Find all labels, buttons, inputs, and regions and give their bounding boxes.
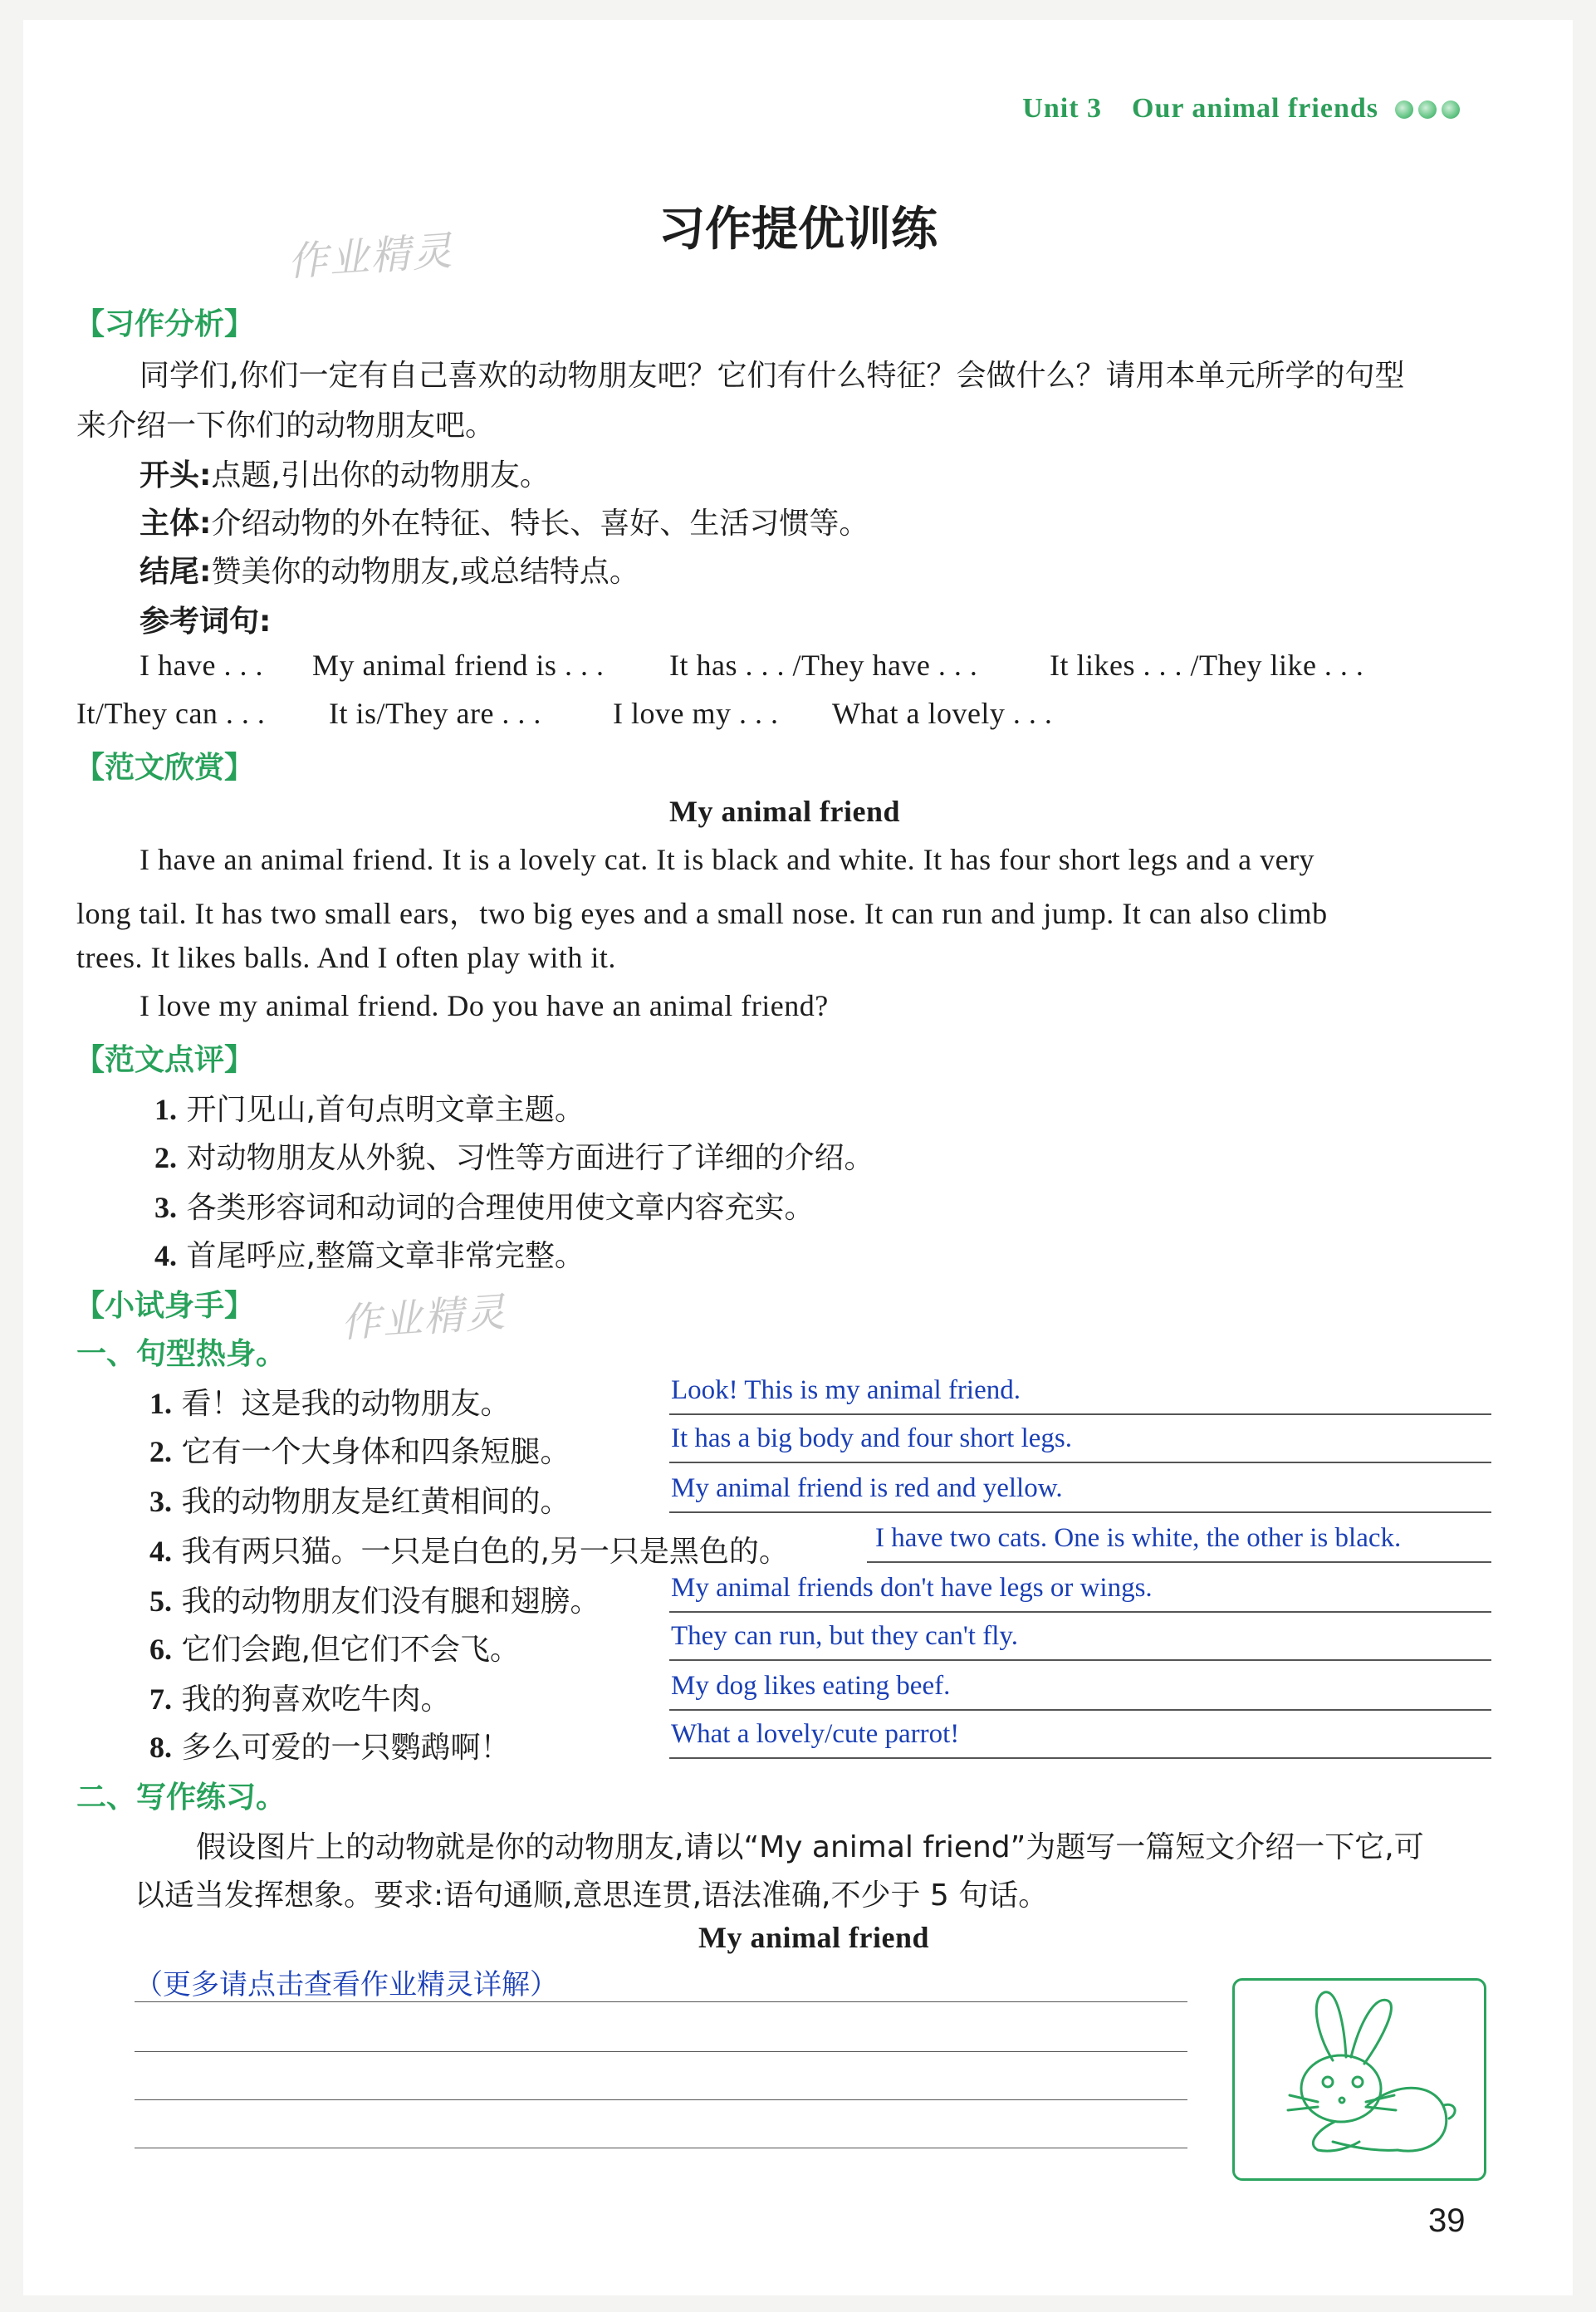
writing-line[interactable] xyxy=(135,2051,1187,2052)
part-2-heading: 二、写作练习。 xyxy=(76,1781,286,1815)
sentence-cn: 5. 我的动物朋友们没有腿和翅膀。 xyxy=(149,1585,600,1619)
writing-line[interactable] xyxy=(135,2001,1187,2002)
reference-phrase: My animal friend is . . . xyxy=(312,649,605,682)
body-label: 主体: xyxy=(140,507,212,541)
body-text: 介绍动物的外在特征、特长、喜好、生活习惯等。 xyxy=(211,507,869,541)
sentence-cn: 3. 我的动物朋友是红黄相间的。 xyxy=(149,1485,570,1519)
answer-line xyxy=(669,1611,1491,1613)
review-item: 3. 各类形容词和动词的合理使用使文章内容充实。 xyxy=(154,1191,815,1225)
ending-label: 结尾: xyxy=(140,555,212,589)
sample-line-3: trees. It likes balls. And I often play with it. xyxy=(76,941,616,974)
sample-title: My animal friend xyxy=(669,795,900,828)
header-dots-icon xyxy=(1390,95,1460,126)
opening-text: 点题,引出你的动物朋友。 xyxy=(211,458,550,492)
answer-field[interactable]: Look! This is my animal friend. xyxy=(671,1375,1021,1405)
answer-line xyxy=(669,1709,1491,1711)
analysis-intro-2: 来介绍一下你们的动物朋友吧。 xyxy=(76,409,496,443)
sentence-cn: 4. 我有两只猫。一只是白色的,另一只是黑色的。 xyxy=(149,1535,789,1569)
answer-field[interactable]: It has a big body and four short legs. xyxy=(671,1423,1072,1453)
answer-field[interactable]: My animal friends don't have legs or wings. xyxy=(671,1573,1153,1603)
answer-field[interactable]: They can run, but they can't fly. xyxy=(671,1621,1018,1651)
sentence-cn: 8. 多么可爱的一只鹦鹉啊！ xyxy=(149,1731,511,1765)
ending-text: 赞美你的动物朋友,或总结特点。 xyxy=(211,555,639,589)
watermark: 作业精灵 xyxy=(339,1289,509,1347)
unit-topic: Our animal friends xyxy=(1132,93,1378,124)
review-item: 2. 对动物朋友从外貌、习性等方面进行了详细的介绍。 xyxy=(154,1141,874,1175)
sample-line-4: I love my animal friend. Do you have an animal friend? xyxy=(140,989,829,1022)
section-review: 【范文点评】 xyxy=(75,1043,255,1077)
analysis-ending xyxy=(140,548,639,590)
reference-phrase: It has . . . /They have . . . xyxy=(669,649,978,682)
analysis-intro-1: 同学们,你们一定有自己喜欢的动物朋友吧？它们有什么特征？会做什么？请用本单元所学的句型 xyxy=(140,359,1405,393)
opening-label: 开头: xyxy=(140,458,212,492)
sentence-cn: 7. 我的狗喜欢吃牛肉。 xyxy=(149,1683,451,1717)
answer-line xyxy=(669,1413,1491,1415)
analysis-body xyxy=(140,500,869,542)
analysis-opening xyxy=(140,452,550,494)
reference-label: 参考词句: xyxy=(140,605,272,639)
sample-line-2: long tail. It has two small ears，two big eyes and a small nose. It can run and jump. It can also climb xyxy=(76,897,1328,930)
reference-phrase: It is/They are . . . xyxy=(329,697,541,730)
review-item: 1. 开门见山,首句点明文章主题。 xyxy=(154,1093,585,1127)
writing-line[interactable] xyxy=(135,2099,1187,2100)
watermark: 作业精灵 xyxy=(286,228,456,286)
answer-field[interactable]: I have two cats. One is white, the other is black. xyxy=(875,1523,1402,1553)
sentence-cn: 6. 它们会跑,但它们不会飞。 xyxy=(149,1633,520,1667)
unit-header xyxy=(1022,93,1460,126)
section-practice: 【小试身手】 xyxy=(75,1289,255,1323)
page-number: 39 xyxy=(1428,2202,1466,2239)
reference-phrase: I love my . . . xyxy=(613,697,779,730)
sentence-cn: 2. 它有一个大身体和四条短腿。 xyxy=(149,1435,570,1469)
page-title: 习作提优训练 xyxy=(658,203,938,257)
section-sample: 【范文欣赏】 xyxy=(75,751,255,785)
answer-line xyxy=(669,1511,1491,1513)
answer-line xyxy=(669,1462,1491,1463)
reference-phrase: It likes . . . /They like . . . xyxy=(1050,649,1364,682)
answer-field[interactable]: My dog likes eating beef. xyxy=(671,1671,951,1701)
writing-task-1: 假设图片上的动物就是你的动物朋友,请以“My animal friend”为题写一篇短文介绍一下它,可 xyxy=(196,1830,1424,1864)
sample-line-1: I have an animal friend. It is a lovely cat. It is black and white. It has four short legs and a very xyxy=(140,843,1315,876)
more-details-link[interactable]: （更多请点击查看作业精灵详解） xyxy=(135,1968,558,2001)
part-1-heading: 一、句型热身。 xyxy=(76,1337,286,1371)
reference-phrase: I have . . . xyxy=(140,649,263,682)
sentence-cn: 1. 看！这是我的动物朋友。 xyxy=(149,1387,511,1421)
review-item: 4. 首尾呼应,整篇文章非常完整。 xyxy=(154,1239,585,1273)
rabbit-icon xyxy=(1235,1981,1484,2178)
answer-line xyxy=(669,1659,1491,1661)
writing-task-2: 以适当发挥想象。要求:语句通顺,意思连贯,语法准确,不少于 5 句话。 xyxy=(135,1878,1049,1913)
rabbit-picture xyxy=(1232,1978,1486,2181)
reference-phrase: It/They can . . . xyxy=(76,697,266,730)
answer-line xyxy=(867,1561,1491,1563)
answer-field[interactable]: My animal friend is red and yellow. xyxy=(671,1473,1063,1503)
unit-number: Unit 3 xyxy=(1022,93,1103,124)
answer-line xyxy=(669,1757,1491,1759)
answer-field[interactable]: What a lovely/cute parrot! xyxy=(671,1719,960,1749)
writing-title: My animal friend xyxy=(698,1921,929,1954)
section-analysis: 【习作分析】 xyxy=(75,307,255,341)
reference-phrase: What a lovely . . . xyxy=(832,697,1053,730)
